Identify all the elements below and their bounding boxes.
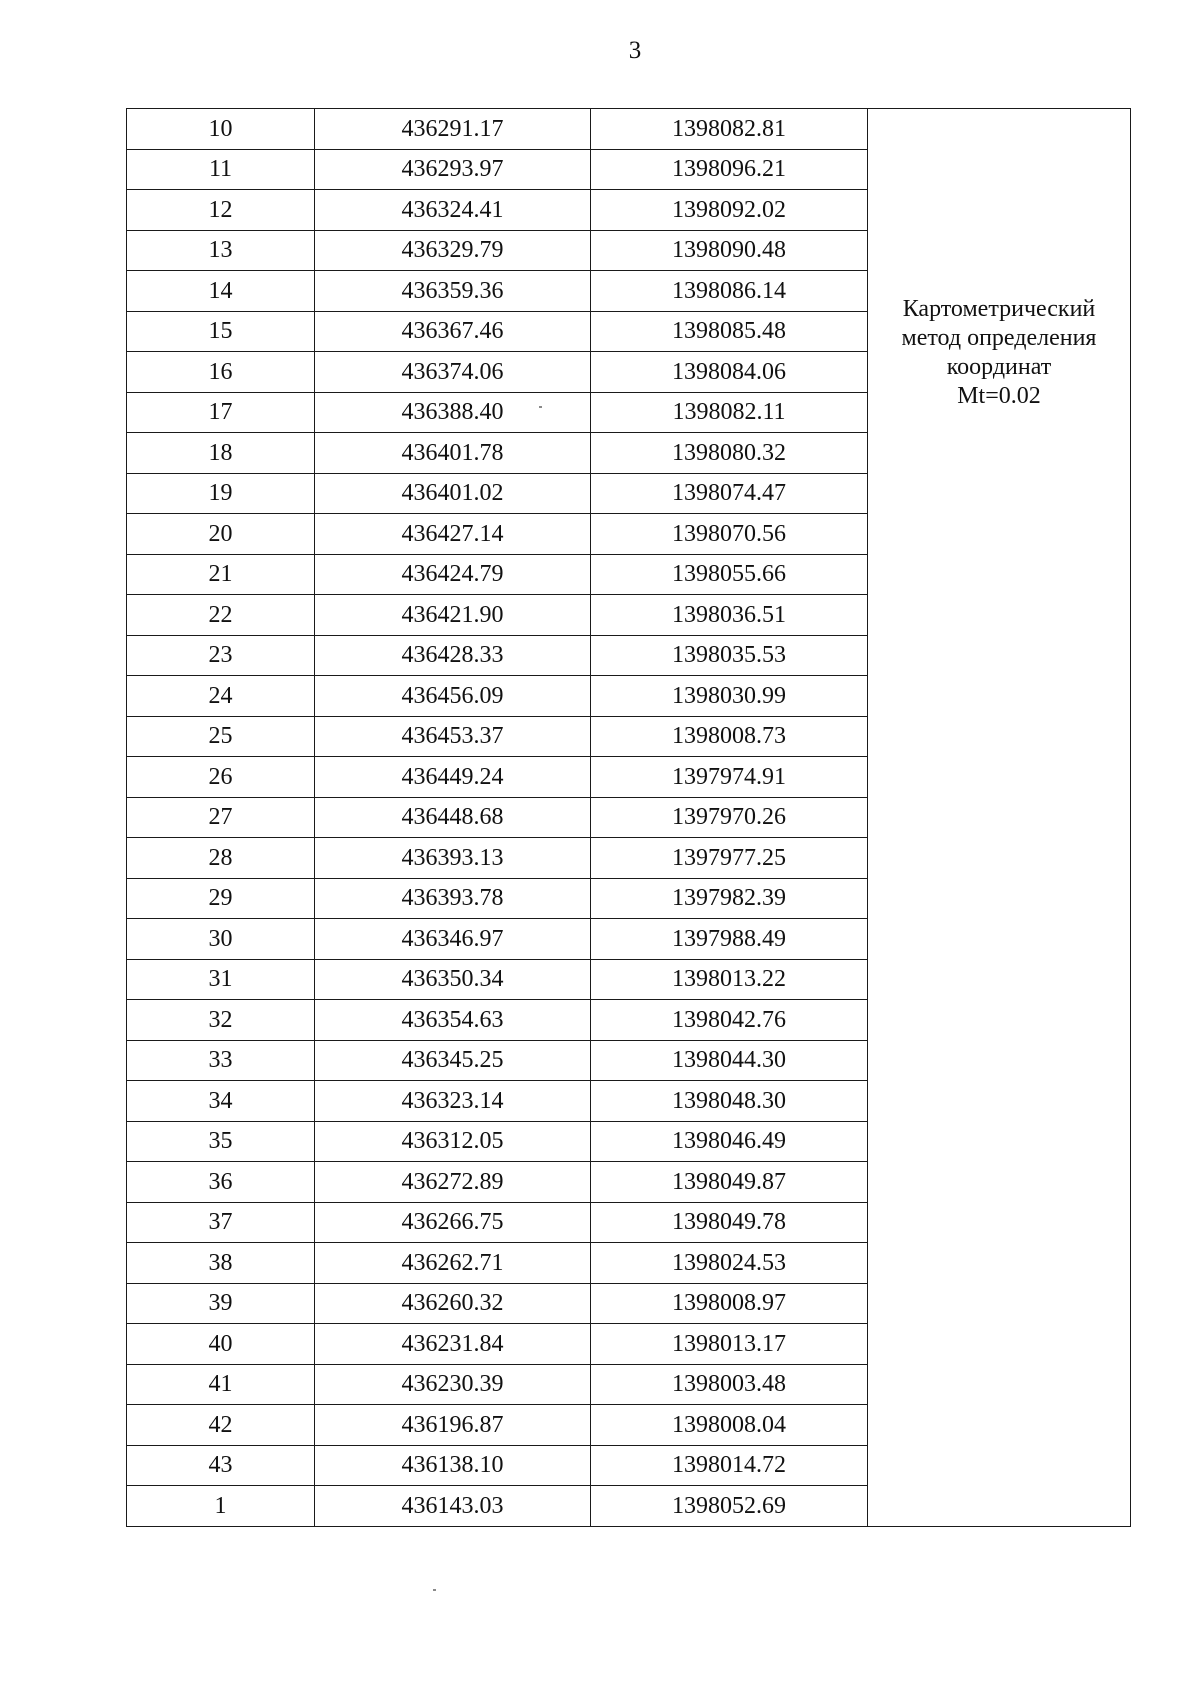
x-coordinate-cell: 436345.25	[315, 1040, 591, 1081]
point-number-cell: 15	[127, 311, 315, 352]
y-coordinate-cell: 1398013.17	[591, 1324, 868, 1365]
x-coordinate-cell: 436350.34	[315, 959, 591, 1000]
y-coordinate-cell: 1398070.56	[591, 514, 868, 555]
point-number-cell: 10	[127, 109, 315, 150]
y-coordinate-cell: 1398044.30	[591, 1040, 868, 1081]
y-coordinate-cell: 1398082.11	[591, 392, 868, 433]
method-text-line: Mt=0.02	[957, 383, 1041, 409]
x-coordinate-cell: 436449.24	[315, 757, 591, 798]
point-number-cell: 16	[127, 352, 315, 393]
point-number-cell: 19	[127, 473, 315, 514]
y-coordinate-cell: 1398046.49	[591, 1121, 868, 1162]
y-coordinate-cell: 1398080.32	[591, 433, 868, 474]
x-coordinate-cell: 436359.36	[315, 271, 591, 312]
x-coordinate-cell: 436401.78	[315, 433, 591, 474]
x-coordinate-cell: 436393.13	[315, 838, 591, 879]
x-coordinate-cell: 436324.41	[315, 190, 591, 231]
point-number-cell: 31	[127, 959, 315, 1000]
y-coordinate-cell: 1398049.78	[591, 1202, 868, 1243]
y-coordinate-cell: 1398090.48	[591, 230, 868, 271]
x-coordinate-cell: 436453.37	[315, 716, 591, 757]
point-number-cell: 23	[127, 635, 315, 676]
point-number-cell: 36	[127, 1162, 315, 1203]
point-number-cell: 43	[127, 1445, 315, 1486]
x-coordinate-cell: 436346.97	[315, 919, 591, 960]
x-coordinate-cell: 436388.40	[315, 392, 591, 433]
point-number-cell: 33	[127, 1040, 315, 1081]
y-coordinate-cell: 1397982.39	[591, 878, 868, 919]
point-number-cell: 20	[127, 514, 315, 555]
y-coordinate-cell: 1398096.21	[591, 149, 868, 190]
y-coordinate-cell: 1398049.87	[591, 1162, 868, 1203]
x-coordinate-cell: 436143.03	[315, 1486, 591, 1527]
point-number-cell: 1	[127, 1486, 315, 1527]
point-number-cell: 34	[127, 1081, 315, 1122]
x-coordinate-cell: 436367.46	[315, 311, 591, 352]
x-coordinate-cell: 436448.68	[315, 797, 591, 838]
point-number-cell: 39	[127, 1283, 315, 1324]
page-number: 3	[628, 37, 642, 64]
x-coordinate-cell: 436231.84	[315, 1324, 591, 1365]
method-text-line: Картометрический	[902, 296, 1096, 322]
y-coordinate-cell: 1398042.76	[591, 1000, 868, 1041]
coordinates-table	[126, 108, 1131, 1527]
y-coordinate-cell: 1397977.25	[591, 838, 868, 879]
y-coordinate-cell: 1398036.51	[591, 595, 868, 636]
x-coordinate-cell: 436272.89	[315, 1162, 591, 1203]
y-coordinate-cell: 1398024.53	[591, 1243, 868, 1284]
table-row	[127, 109, 1131, 150]
point-number-cell: 41	[127, 1364, 315, 1405]
y-coordinate-cell: 1398008.97	[591, 1283, 868, 1324]
point-number-cell: 12	[127, 190, 315, 231]
point-number-cell: 28	[127, 838, 315, 879]
x-coordinate-cell: 436262.71	[315, 1243, 591, 1284]
x-coordinate-cell: 436323.14	[315, 1081, 591, 1122]
y-coordinate-cell: 1398035.53	[591, 635, 868, 676]
y-coordinate-cell: 1398048.30	[591, 1081, 868, 1122]
coordinates-table-body	[127, 109, 1131, 1527]
x-coordinate-cell: 436374.06	[315, 352, 591, 393]
y-coordinate-cell: 1398030.99	[591, 676, 868, 717]
x-coordinate-cell: 436424.79	[315, 554, 591, 595]
point-number-cell: 11	[127, 149, 315, 190]
point-number-cell: 32	[127, 1000, 315, 1041]
x-coordinate-cell: 436456.09	[315, 676, 591, 717]
point-number-cell: 18	[127, 433, 315, 474]
x-coordinate-cell: 436329.79	[315, 230, 591, 271]
scan-speck	[433, 1589, 436, 1591]
y-coordinate-cell: 1398092.02	[591, 190, 868, 231]
x-coordinate-cell: 436196.87	[315, 1405, 591, 1446]
point-number-cell: 29	[127, 878, 315, 919]
y-coordinate-cell: 1398008.73	[591, 716, 868, 757]
x-coordinate-cell: 436401.02	[315, 473, 591, 514]
y-coordinate-cell: 1398013.22	[591, 959, 868, 1000]
x-coordinate-cell: 436354.63	[315, 1000, 591, 1041]
method-text-line: координат	[946, 354, 1052, 380]
x-coordinate-cell: 436291.17	[315, 109, 591, 150]
point-number-cell: 40	[127, 1324, 315, 1365]
y-coordinate-cell: 1397988.49	[591, 919, 868, 960]
x-coordinate-cell: 436428.33	[315, 635, 591, 676]
y-coordinate-cell: 1398052.69	[591, 1486, 868, 1527]
x-coordinate-cell: 436312.05	[315, 1121, 591, 1162]
x-coordinate-cell: 436230.39	[315, 1364, 591, 1405]
point-number-cell: 17	[127, 392, 315, 433]
method-text-line: метод определения	[901, 325, 1097, 351]
y-coordinate-cell: 1397974.91	[591, 757, 868, 798]
point-number-cell: 38	[127, 1243, 315, 1284]
x-coordinate-cell: 436266.75	[315, 1202, 591, 1243]
point-number-cell: 27	[127, 797, 315, 838]
point-number-cell: 25	[127, 716, 315, 757]
y-coordinate-cell: 1398014.72	[591, 1445, 868, 1486]
method-description-cell	[868, 109, 1131, 1527]
point-number-cell: 21	[127, 554, 315, 595]
point-number-cell: 14	[127, 271, 315, 312]
scan-speck	[539, 406, 542, 408]
y-coordinate-cell: 1397970.26	[591, 797, 868, 838]
point-number-cell: 24	[127, 676, 315, 717]
y-coordinate-cell: 1398055.66	[591, 554, 868, 595]
point-number-cell: 42	[127, 1405, 315, 1446]
y-coordinate-cell: 1398086.14	[591, 271, 868, 312]
y-coordinate-cell: 1398082.81	[591, 109, 868, 150]
y-coordinate-cell: 1398084.06	[591, 352, 868, 393]
x-coordinate-cell: 436293.97	[315, 149, 591, 190]
y-coordinate-cell: 1398008.04	[591, 1405, 868, 1446]
point-number-cell: 22	[127, 595, 315, 636]
y-coordinate-cell: 1398085.48	[591, 311, 868, 352]
point-number-cell: 30	[127, 919, 315, 960]
x-coordinate-cell: 436421.90	[315, 595, 591, 636]
x-coordinate-cell: 436138.10	[315, 1445, 591, 1486]
point-number-cell: 13	[127, 230, 315, 271]
y-coordinate-cell: 1398074.47	[591, 473, 868, 514]
x-coordinate-cell: 436393.78	[315, 878, 591, 919]
y-coordinate-cell: 1398003.48	[591, 1364, 868, 1405]
x-coordinate-cell: 436427.14	[315, 514, 591, 555]
point-number-cell: 35	[127, 1121, 315, 1162]
point-number-cell: 26	[127, 757, 315, 798]
x-coordinate-cell: 436260.32	[315, 1283, 591, 1324]
point-number-cell: 37	[127, 1202, 315, 1243]
